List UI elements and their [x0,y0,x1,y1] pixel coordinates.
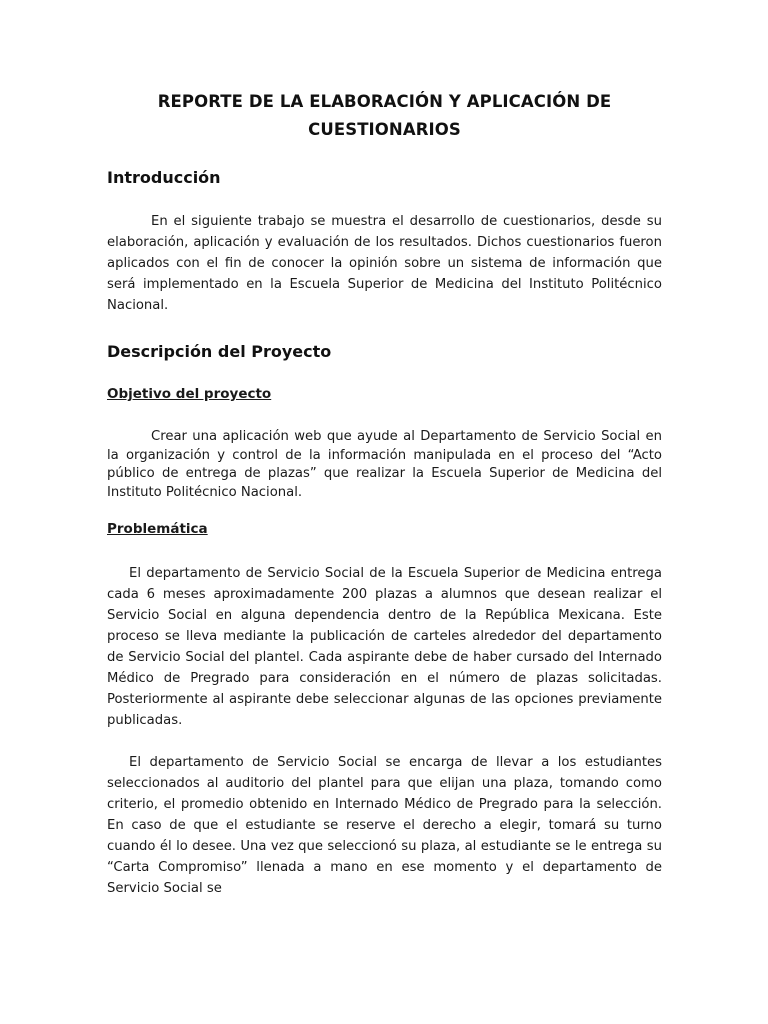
subheading-problematica: Problemática [107,521,208,537]
heading-descripcion-proyecto: Descripción del Proyecto [107,342,332,361]
paragraph-objetivo: Crear una aplicación web que ayude al Departamento de Servicio Social en la organización y control de la información manipulada en el proceso del “Acto público de entrega de plazas” que realizar la Escuela Superior de Medicina del Instituto Politécnico Nacional. [107,429,662,500]
document-title: REPORTE DE LA ELABORACIÓN Y APLICACIÓN DE CUESTIONARIOS [157,92,612,139]
paragraph-problematica-2: El departamento de Servicio Social se encarga de llevar a los estudiantes seleccionados al auditorio del plantel para que elijan una plaza, tomando como criterio, el promedio obtenido en Internado Médico de Pregrado para la selección. En caso de que el estudiante se reserve el derecho a elegir, tomará su turno cuando él lo desee. Una vez que seleccionó su plaza, al estudiante se le entrega su “Carta Compromiso” llenada a mano en ese momento y el departamento de Servicio Social se [107,755,662,896]
paragraph-introduccion: En el siguiente trabajo se muestra el desarrollo de cuestionarios, desde su elaboración, aplicación y evaluación de los resultados. Dichos cuestionarios fueron aplicados con el fin de conocer la opinión sobre un sistema de información que será implementado en la Escuela Superior de Medicina del Instituto Politécnico Nacional. [107,214,662,313]
paragraph-problematica-1: El departamento de Servicio Social de la Escuela Superior de Medicina entrega cada 6 meses aproximadamente 200 plazas a alumnos que desean realizar el Servicio Social en alguna dependencia dentro de la República Mexicana. Este proceso se lleva mediante la publicación de carteles alrededor del departamento de Servicio Social del plantel. Cada aspirante debe de haber cursado del Internado Médico de Pregrado para consideración en el número de plazas solicitadas. Posteriormente al aspirante debe seleccionar algunas de las opciones previamente publicadas. [107,566,662,728]
heading-introduccion: Introducción [107,168,221,187]
subheading-objetivo: Objetivo del proyecto [107,386,272,402]
